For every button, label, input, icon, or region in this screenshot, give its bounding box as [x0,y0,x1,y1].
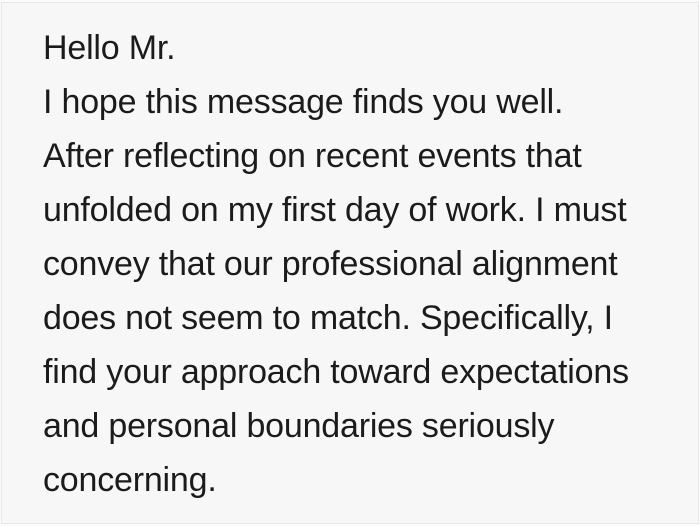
message-line: unfolded on my first day of work. I must [43,191,627,229]
message-line: and personal boundaries seriously [43,407,555,445]
message-panel [1,2,699,524]
message-line: Hello Mr. [43,29,176,67]
message-line: After reflecting on recent events that [43,137,582,175]
message-text [2,3,698,507]
message-line: does not seem to match. Specifically, I [43,299,613,337]
message-line: convey that our professional alignment [43,245,618,283]
message-line: concerning. [43,461,217,499]
message-line: I hope this message finds you well. [43,83,564,121]
message-line: find your approach toward expectations [43,353,629,391]
